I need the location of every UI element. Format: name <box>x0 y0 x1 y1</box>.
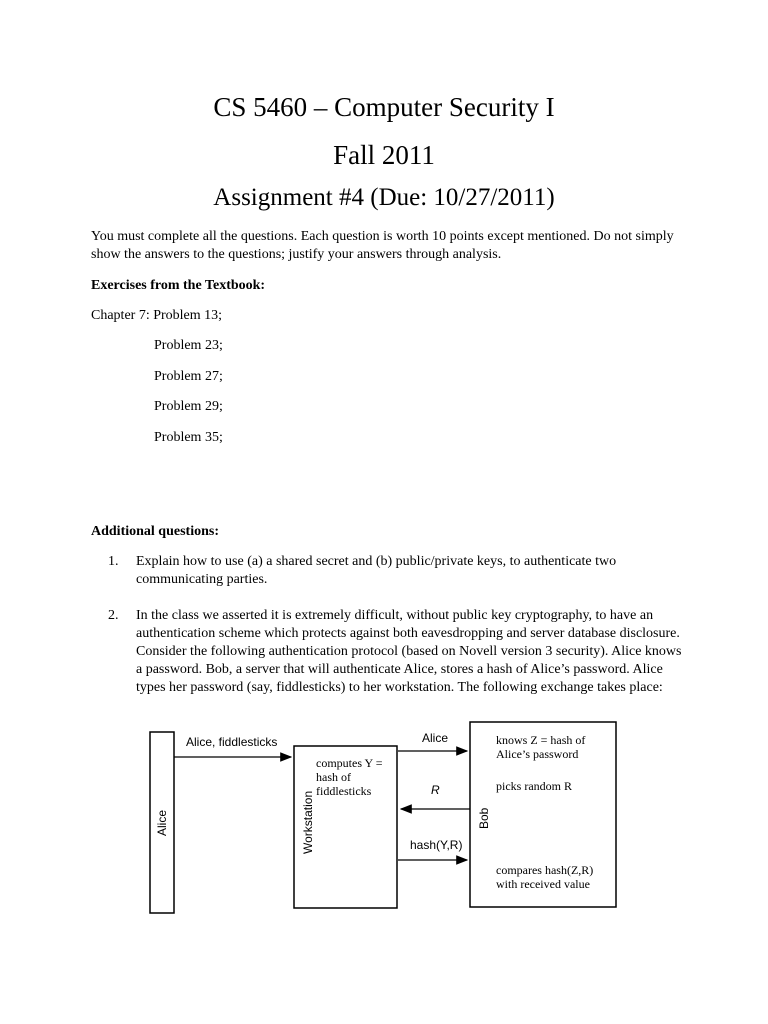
alice-label: Alice <box>155 809 169 836</box>
question-text: In the class we asserted it is extremely difficult, without public key cryptography, to have an authentication scheme which protects against both eavesdropping and server database disclosure. Consider the following authentication protocol (based on Novell version 3 security). Alice knows a password. Bob, a server that will authenticate Alice, stores a hash of Alice’s password. Alice types her password (say, fiddlesticks) to her workstation. The following exchange takes place: <box>136 608 682 695</box>
question-number: 1. <box>108 554 119 569</box>
additional-heading: Additional questions: <box>91 524 219 539</box>
bob-note-line: compares hash(Z,R) <box>496 863 594 877</box>
bob-label: Bob <box>477 807 491 829</box>
ws-note-line: fiddlesticks <box>316 784 372 798</box>
chapter-problem-13: Chapter 7: Problem 13; <box>91 308 223 323</box>
question-number: 2. <box>108 608 119 623</box>
course-title: CS 5460 – Computer Security I <box>213 92 555 122</box>
protocol-diagram <box>140 712 620 922</box>
msg-r: R <box>431 783 440 797</box>
bob-note-line: with received value <box>496 877 590 891</box>
msg-alice-fiddlesticks: Alice, fiddlesticks <box>186 735 278 749</box>
problem-item: Problem 27; <box>154 369 223 384</box>
ws-note-line: hash of <box>316 770 351 784</box>
bob-note-line: Alice’s password <box>496 747 579 761</box>
problem-item: Problem 35; <box>154 430 223 445</box>
ws-note-line: computes Y = <box>316 756 383 770</box>
workstation-label: Workstation <box>301 790 315 854</box>
term-title: Fall 2011 <box>333 140 435 170</box>
question-text: Explain how to use (a) a shared secret and (b) public/private keys, to authenticate two communicating parties. <box>136 554 617 587</box>
problem-item: Problem 29; <box>154 399 223 414</box>
msg-hash: hash(Y,R) <box>410 838 463 852</box>
bob-note: picks random R <box>496 779 572 793</box>
assignment-title: Assignment #4 (Due: 10/27/2011) <box>213 184 555 211</box>
problem-item: Problem 23; <box>154 338 223 353</box>
textbook-heading: Exercises from the Textbook: <box>91 278 266 293</box>
msg-alice: Alice <box>422 731 449 745</box>
bob-note-line: knows Z = hash of <box>496 733 586 747</box>
intro-paragraph: You must complete all the questions. Each question is worth 10 points except mentioned. Do not simply show the answers to the questions; justify your answers through analysis. <box>91 229 674 262</box>
